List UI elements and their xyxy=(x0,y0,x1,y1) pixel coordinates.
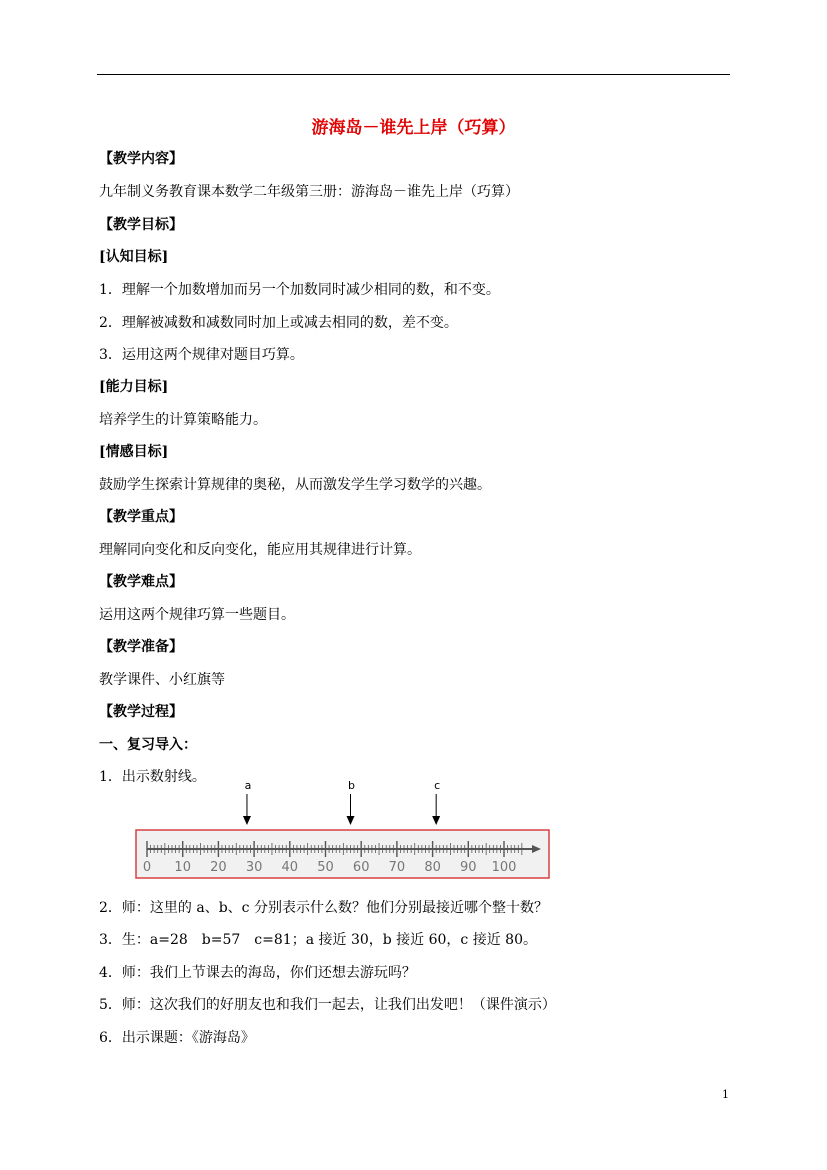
marker-label-a: a xyxy=(244,779,252,792)
tick-label: 40 xyxy=(281,860,299,875)
tick-label: 80 xyxy=(424,860,441,875)
section-heading-goals: 【教学目标】 xyxy=(99,217,183,233)
emotion-text: 鼓励学生探索计算规律的奥秘，从而激发学生学习数学的兴趣。 xyxy=(99,477,491,493)
tick-label: 30 xyxy=(245,860,263,875)
process-item-5: 5．师：这次我们的好朋友也和我们一起去，让我们出发吧！（课件演示） xyxy=(99,997,556,1013)
section-heading-difficulty: 【教学难点】 xyxy=(99,574,183,590)
section-heading-content: 【教学内容】 xyxy=(99,151,183,167)
tick-label: 60 xyxy=(352,860,370,875)
marker-label-b: b xyxy=(347,779,355,792)
process-item-3: 3．生：a=28 b=57 c=81；a 接近 30，b 接近 60，c 接近 80。 xyxy=(99,932,537,948)
tick-label: 90 xyxy=(460,860,477,875)
tick-label: 100 xyxy=(491,860,517,875)
page-number: 1 xyxy=(722,1088,729,1101)
subheading-ability: [能力目标] xyxy=(99,379,169,395)
content-text: 九年制义务教育课本数学二年级第三册：游海岛－谁先上岸（巧算） xyxy=(99,184,519,200)
marker-arrowhead-c xyxy=(432,816,440,825)
subheading-emotion: [情感目标] xyxy=(99,444,169,460)
number-ray xyxy=(135,776,551,880)
section-heading-key: 【教学重点】 xyxy=(99,509,183,525)
subheading-cognitive: [认知目标] xyxy=(99,249,169,265)
marker-arrowhead-a xyxy=(243,816,251,825)
process-item-4: 4．师：我们上节课去的海岛，你们还想去游玩吗？ xyxy=(99,965,416,981)
section-heading-prep: 【教学准备】 xyxy=(99,639,183,655)
tick-label: 70 xyxy=(388,860,406,875)
step-heading-review: 一、复习导入： xyxy=(99,737,197,753)
page-title: 游海岛－谁先上岸（巧算） xyxy=(311,118,516,138)
key-text: 理解同向变化和反向变化，能应用其规律进行计算。 xyxy=(99,542,421,558)
tick-label: 20 xyxy=(210,860,227,875)
goal-item-2: 2．理解被减数和减数同时加上或减去相同的数，差不变。 xyxy=(99,315,458,331)
figure-frame xyxy=(136,830,549,878)
prep-text: 教学课件、小红旗等 xyxy=(99,672,225,688)
tick-label: 50 xyxy=(317,860,334,875)
process-item-1: 1．出示数射线。 xyxy=(99,769,206,785)
process-item-6: 6．出示课题：《游海岛》 xyxy=(99,1030,255,1046)
marker-label-c: c xyxy=(434,779,441,792)
difficulty-text: 运用这两个规律巧算一些题目。 xyxy=(99,607,295,623)
number-ray-figure xyxy=(135,776,551,880)
tick-label: 0 xyxy=(142,860,152,875)
tick-label: 10 xyxy=(174,860,191,875)
goal-item-3: 3．运用这两个规律对题目巧算。 xyxy=(99,347,304,363)
ability-text: 培养学生的计算策略能力。 xyxy=(99,412,267,428)
section-heading-process: 【教学过程】 xyxy=(99,704,183,720)
header-rule xyxy=(97,74,730,75)
process-item-2: 2．师：这里的 a、b、c 分别表示什么数？他们分别最接近哪个整十数？ xyxy=(99,900,548,916)
marker-arrowhead-b xyxy=(346,816,354,825)
goal-item-1: 1．理解一个加数增加而另一个加数同时减少相同的数，和不变。 xyxy=(99,282,500,298)
